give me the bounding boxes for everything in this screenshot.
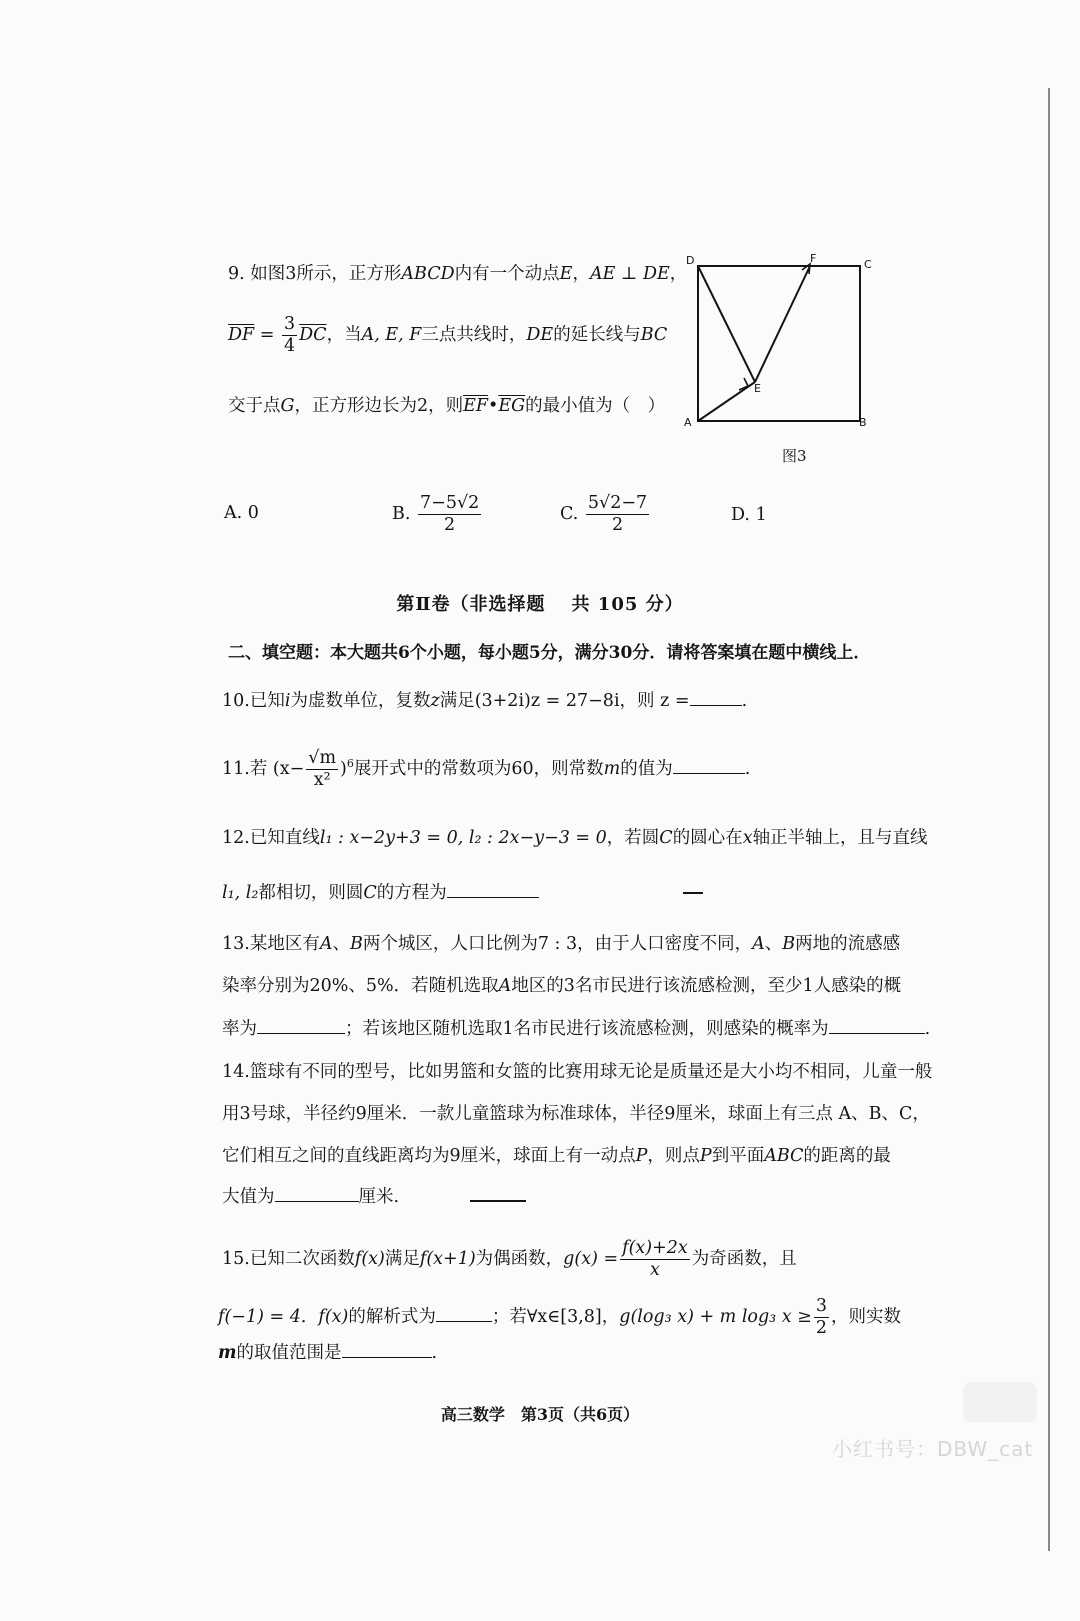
q9-abcd: ABCD xyxy=(401,264,455,284)
q9-text: ，当 xyxy=(326,325,362,345)
q9-text: ， xyxy=(669,264,688,284)
q13-text: 两地的流感感 xyxy=(795,934,901,954)
q12-text: 已知直线 xyxy=(249,828,320,848)
q10-text: 满足 xyxy=(439,691,475,711)
q13-a: A xyxy=(319,934,333,954)
q13-text: 地区的3名市民进行该流感检测，至少1人感染的概 xyxy=(511,976,902,996)
q15-line-3 xyxy=(218,1340,437,1365)
q11-frac-num: √m xyxy=(308,748,337,768)
q11-text: 若 xyxy=(249,759,268,779)
q11-m: m xyxy=(603,759,621,779)
q15-g-num: f(x)+2x xyxy=(622,1238,688,1258)
q11-text: 的值为 xyxy=(620,759,673,779)
choice-a-value: 0 xyxy=(247,503,259,523)
q10-text: ，则 z = xyxy=(619,691,690,711)
q14-text: ，则点 xyxy=(647,1146,700,1166)
choice-c-fraction xyxy=(586,493,649,536)
page-footer: 高三数学 第3页（共6页） xyxy=(440,1405,640,1424)
q9-vector-ef: $\overline{EF}$ xyxy=(463,396,489,416)
q14-line-4 xyxy=(222,1184,399,1209)
q11-open: (x− xyxy=(272,759,305,779)
square-abcd xyxy=(698,266,860,421)
q14-text: 到平面 xyxy=(711,1146,765,1166)
q9-dot: • xyxy=(488,396,499,416)
q15-condition: f(−1) = 4 xyxy=(218,1307,301,1327)
answer-blank[interactable] xyxy=(342,1340,432,1358)
q12-c: C xyxy=(363,883,377,903)
choice-b-label: B. xyxy=(392,504,411,524)
q15-g-den: x xyxy=(650,1260,660,1280)
section-instruction: 二、填空题：本大题共6个小题，每小题5分，满分30分．请将答案填在题中横线上． xyxy=(228,643,871,663)
q15-fx: f(x) xyxy=(354,1249,385,1269)
q13-text: 某地区有 xyxy=(249,934,320,954)
q10-period: . xyxy=(741,691,748,711)
answer-blank[interactable] xyxy=(690,688,742,706)
q9-fraction-den: 4 xyxy=(284,336,296,356)
q9-line-1 xyxy=(228,262,687,286)
q15-text: 为奇函数，且 xyxy=(691,1249,797,1269)
q13-line-1 xyxy=(222,932,900,956)
q10-text: 为虚数单位，复数 xyxy=(290,691,431,711)
q11-close: ) xyxy=(340,759,347,779)
choice-a xyxy=(224,503,259,523)
q15-frac-den: 2 xyxy=(815,1318,827,1338)
q15-text: 满足 xyxy=(384,1249,420,1269)
label-b: B xyxy=(859,416,867,429)
q9-vector-df: $\overline{DF}$ xyxy=(228,325,255,345)
q10-text: 已知 xyxy=(249,691,285,711)
q9-line-2 xyxy=(228,314,667,357)
choice-c-den: 2 xyxy=(611,515,624,535)
segment-de xyxy=(698,266,755,382)
q15-g-fraction xyxy=(620,1238,690,1281)
label-f: F xyxy=(810,252,817,265)
q9-fraction-num: 3 xyxy=(284,314,296,334)
stray-mark xyxy=(683,892,703,894)
figure-caption: 图3 xyxy=(782,447,807,465)
q15-gx: g(x) = xyxy=(563,1249,619,1269)
q9-text: 的最小值为（ ） xyxy=(525,396,666,416)
q13-a: A xyxy=(498,976,512,996)
choice-b-fraction xyxy=(418,493,481,536)
watermark: 小红书号：DBW_cat xyxy=(832,1437,1034,1461)
q9-perp: AE ⊥ DE xyxy=(589,264,670,284)
answer-blank[interactable] xyxy=(436,1304,492,1322)
q14-number: 14. xyxy=(222,1062,250,1082)
q11-period: . xyxy=(744,759,751,779)
answer-blank[interactable] xyxy=(829,1016,925,1034)
q11-fraction xyxy=(306,748,338,791)
q15-period: . xyxy=(431,1343,438,1363)
q9-aef: A, E, F xyxy=(361,325,422,345)
choice-d-label: D. xyxy=(731,505,750,525)
q13-text: 、 xyxy=(332,934,350,954)
q9-text: ，正方形边长为2，则 xyxy=(294,396,464,416)
q13-b: B xyxy=(349,934,363,954)
choice-d xyxy=(731,505,767,525)
q11-exponent: 6 xyxy=(346,757,354,771)
q15-frac-num: 3 xyxy=(815,1296,827,1316)
label-d: D xyxy=(686,254,695,267)
q13-text: 染率分别为20%、5%．若随机选取 xyxy=(222,976,499,996)
choice-b xyxy=(392,493,483,536)
q12-lines-equation: l₁ : x−2y+3 = 0, l₂ : 2x−y−3 = 0 xyxy=(319,828,607,848)
q10-number: 10. xyxy=(222,691,250,711)
q10-equation: (3+2i)z = 27−8i xyxy=(474,691,620,711)
q12-text: ，若圆 xyxy=(606,828,660,848)
choice-a-label: A. xyxy=(224,503,243,523)
q9-de: DE xyxy=(526,325,554,345)
section-title-part-1: 第Ⅱ卷（非选择题 xyxy=(396,594,546,615)
q15-inequality: g(log₃ x) + m log₃ x ≥ xyxy=(619,1307,812,1327)
q9-text: 如图3所示，正方形 xyxy=(250,264,402,284)
q12-text: 轴正半轴上，且与直线 xyxy=(752,828,928,848)
q15-text: ；若∀x∈[3,8]， xyxy=(491,1307,620,1327)
segment-ef xyxy=(755,266,810,382)
segment-ae xyxy=(698,382,755,421)
q14-p: P xyxy=(635,1146,648,1166)
q9-line-3 xyxy=(228,394,665,418)
q12-text: 的方程为 xyxy=(376,883,447,903)
choice-c-num: 5√2−7 xyxy=(587,493,648,513)
q12-c: C xyxy=(659,828,673,848)
q15-text: 的解析式为 xyxy=(348,1307,436,1327)
q9-vector-eg: $\overline{EG}$ xyxy=(498,396,526,416)
section-title-part-2: 共 105 分） xyxy=(571,594,684,615)
q9-text: 内有一个动点 xyxy=(454,264,560,284)
q14-text: 它们相互之间的直线距离均为9厘米，球面上有一动点 xyxy=(222,1146,636,1166)
q14-line-1 xyxy=(222,1060,932,1084)
q9-text: 的延长线与 xyxy=(553,325,641,345)
answer-blank[interactable] xyxy=(447,880,539,898)
watermark-badge xyxy=(963,1382,1037,1422)
choice-c-label: C. xyxy=(560,504,579,524)
q10-z: z xyxy=(430,691,440,711)
q14-text: 的距离的最 xyxy=(803,1146,891,1166)
q13-number: 13. xyxy=(222,934,250,954)
q13-line-2 xyxy=(222,974,901,998)
q14-abc: ABC xyxy=(764,1146,804,1166)
label-c: C xyxy=(864,258,872,271)
q13-text: 、 xyxy=(764,934,783,954)
q15-text: 为偶函数， xyxy=(475,1249,564,1269)
q15-m: m xyxy=(218,1343,237,1363)
q11-number: 11. xyxy=(222,759,250,779)
label-e: E xyxy=(754,382,761,395)
q12-x: x xyxy=(742,828,753,848)
square-diagram xyxy=(680,250,910,450)
answer-blank[interactable] xyxy=(673,756,745,774)
q12-lines: l₁, l₂ xyxy=(222,883,259,903)
q11-frac-den: x² xyxy=(313,770,331,790)
q15-fx1: f(x+1) xyxy=(419,1249,476,1269)
q14-line-2 xyxy=(222,1102,930,1126)
q14-text: 用3号球，半径约9厘米．一款儿童篮球为标准球体，半径9厘米，球面上有三点 A、B、C， xyxy=(222,1104,930,1124)
q13-line-3 xyxy=(222,1016,930,1041)
q11-text: 展开式中的常数项为60，则常数 xyxy=(353,759,604,779)
q12-text: 都相切，则圆 xyxy=(258,883,364,903)
figure-3 xyxy=(680,250,910,450)
q15-line-2 xyxy=(218,1296,901,1339)
q9-text: 交于点 xyxy=(228,396,281,416)
q12-text: 的圆心在 xyxy=(672,828,743,848)
q9-bc: BC xyxy=(640,325,668,345)
q13-b: B xyxy=(782,934,796,954)
choice-d-value: 1 xyxy=(755,505,767,525)
q9-text: 三点共线时， xyxy=(421,325,527,345)
q13-a: A xyxy=(752,934,765,954)
q15-text: 的取值范围是 xyxy=(236,1343,342,1363)
q10 xyxy=(222,688,747,713)
scan-edge-line xyxy=(1048,88,1050,1551)
q13-text: ；若该地区随机选取1名市民进行该流感检测，则感染的概率为 xyxy=(345,1019,829,1039)
q11 xyxy=(222,748,750,791)
q9-g: G xyxy=(280,396,295,416)
stray-mark xyxy=(470,1200,526,1202)
section-title xyxy=(0,590,1080,616)
label-a: A xyxy=(684,416,692,429)
q15-text: 已知二次函数 xyxy=(249,1249,355,1269)
q9-e: E xyxy=(559,264,573,284)
choice-b-num: 7−5√2 xyxy=(420,493,480,513)
q15-text: ，则实数 xyxy=(831,1307,901,1327)
q9-text: ， xyxy=(572,264,590,284)
q15-fraction xyxy=(814,1296,829,1339)
q15-number: 15. xyxy=(222,1249,250,1269)
q12-number: 12. xyxy=(222,828,250,848)
q13-text: 率为 xyxy=(222,1019,257,1039)
q10-i: i xyxy=(284,691,291,711)
q15-fx: f(x) xyxy=(318,1307,349,1327)
q15-text: ． xyxy=(300,1307,319,1327)
q14-line-3 xyxy=(222,1144,891,1168)
q14-text: 篮球有不同的型号，比如男篮和女篮的比赛用球无论是质量还是大小均不相同，儿童一般 xyxy=(249,1062,933,1082)
q12-line-1 xyxy=(222,826,928,850)
choice-c xyxy=(560,493,651,536)
q14-text: 大值为 xyxy=(222,1187,275,1207)
q9-fraction xyxy=(282,314,297,357)
q14-p: P xyxy=(699,1146,712,1166)
q13-period: . xyxy=(924,1019,931,1039)
answer-blank[interactable] xyxy=(257,1016,345,1034)
q15-line-1 xyxy=(222,1238,797,1281)
q9-vector-dc: $\overline{DC}$ xyxy=(299,325,327,345)
choice-b-den: 2 xyxy=(444,515,456,535)
q14-text: 厘米. xyxy=(358,1187,400,1207)
answer-blank[interactable] xyxy=(275,1184,359,1202)
q13-text: 两个城区，人口比例为7 : 3，由于人口密度不同， xyxy=(362,934,753,954)
q9-equals: = xyxy=(259,325,275,345)
q12-line-2 xyxy=(222,880,539,905)
q9-number: 9. xyxy=(228,264,245,284)
